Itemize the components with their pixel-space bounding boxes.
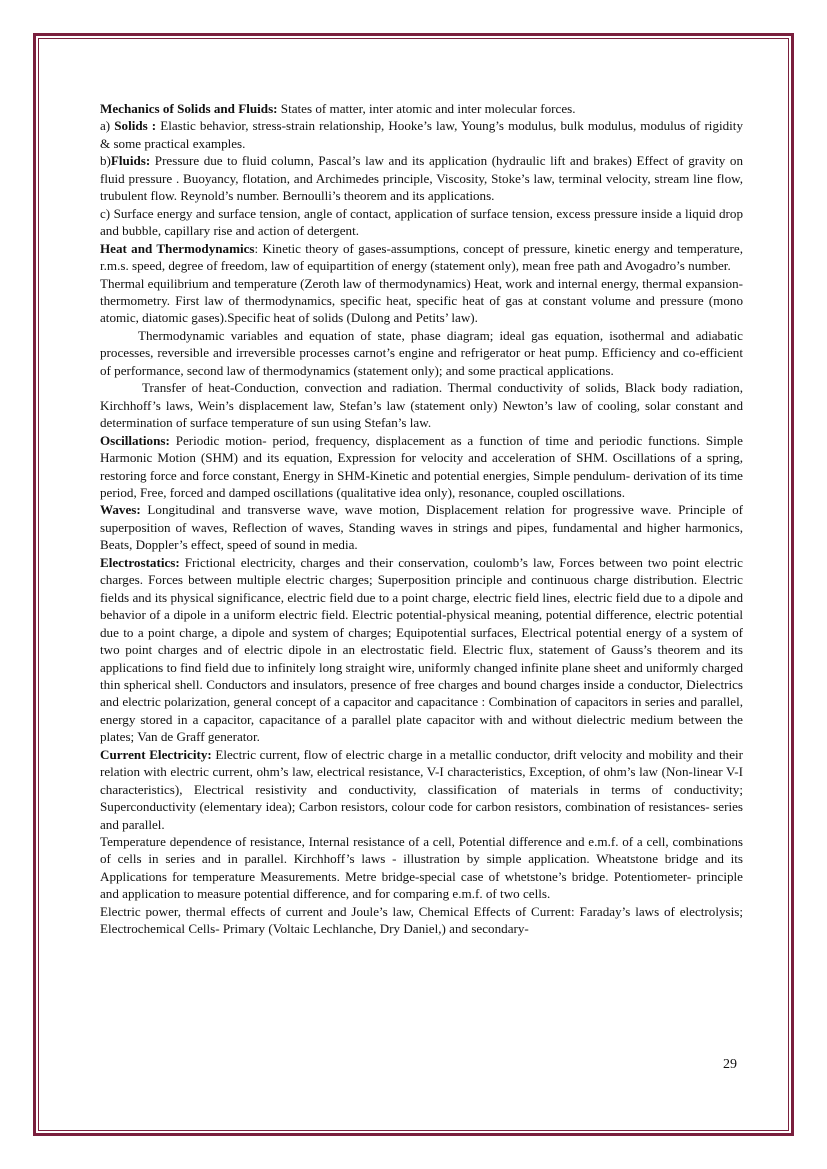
heading-waves: Waves: [100,502,141,518]
heading-oscillations: Oscillations: [100,432,170,448]
paragraph-electrostatics: Electrostatics: Frictional electricity, charges and their conservation, coulomb’s law, Forces between two point electric charges. Forces between multiple electric charges; Superposition principle and continuous charge distribution. Electric fields and its physical significance, electric field due to a point charge, electric field lines, electric field due to a dipole and behavior of a dipole in a uniform electric field. Electric potential-physical meaning, potential difference, electric potential due to a point charge, a dipole and system of charges; Equipotential surfaces, Electrical potential energy of a system of two point charges and of electric dipole in an electrostatic field. Electric flux, statement of Gauss’s theorem and its applications to find field due to infinitely long straight wire, uniformly changed infinite plane sheet and uniformly charged thin spherical shell. Conductors and insulators, presence of free charges and bound charges inside a conductor, Dielectrics and electric polarization, general concept of a capacitor and capacitance : Combination of capacitors in series and parallel, energy stored in a capacitor, capacitance of a parallel plate capacitor with and without dielectric medium between the plates; Van de Graff generator. [100,554,743,745]
heading-solids: Solids : [114,118,157,134]
paragraph-thermodynamic-variables: Thermodynamic variables and equation of state, phase diagram; ideal gas equation, isothermal and adiabatic processes, reversible and irreversible processes carnot’s engine and refrigerator or heat pump. Efficiency and co-efficient of performance, second law of thermodynamics (statement only); and some practical applications. [100,327,743,378]
paragraph-surface-tension: c) Surface energy and surface tension, angle of contact, application of surface tension, excess pressure inside a liquid drop and bubble, capillary rise and action of detergent. [100,205,743,239]
paragraph-oscillations: Oscillations: Periodic motion- period, frequency, displacement as a function of time and periodic functions. Simple Harmonic Motion (SHM) and its equation, Expression for velocity and acceleration of SHM. Oscillations of a spring, restoring force and force constant, Energy in SHM-Kinetic and potential energies, Simple pendulum- derivation of its time period, Free, forced and damped oscillations (qualitative idea only), resonance, coupled oscillations. [100,432,743,500]
paragraph-current-electricity: Current Electricity: Electric current, flow of electric charge in a metallic conductor, drift velocity and mobility and their relation with electric current, ohm’s law, electrical resistance, V-I characteristics, Exception, of ohm’s law (Non-linear V-I characteristics), Electrical resistivity and conductivity, classification of materials in terms of conductivity; Superconductivity (elementary idea); Carbon resistors, colour code for carbon resistors, combination of resistances- series and parallel. [100,746,744,832]
paragraph-electric-power: Electric power, thermal effects of current and Joule’s law, Chemical Effects of Current: Faraday’s laws of electrolysis; Electrochemical Cells- Primary (Voltaic Lechlanche, Dry Daniel,) and secondary- [100,903,743,937]
paragraph-heat: Heat and Thermodynamics: Kinetic theory of gases-assumptions, concept of pressure, kinetic energy and temperature, r.m.s. speed, degree of freedom, law of equipartition of energy (statement only), mean free path and Avogadro’s number. [100,240,744,274]
syllabus-text [100,100,743,938]
paragraph-thermal-equilibrium: Thermal equilibrium and temperature (Zeroth law of thermodynamics) Heat, work and internal energy, thermal expansion-thermometry. First law of thermodynamics, specific heat, specific heat of gas at constant volume and pressure (mono atomic, diatomic gases).Specific heat of solids (Dulong and Petits’ law). [100,275,743,326]
paragraph-heat-transfer: Transfer of heat-Conduction, convection and radiation. Thermal conductivity of solids, Black body radiation, Kirchhoff’s laws, Wein’s displacement law, Stefan’s law (statement only) Newton’s law of cooling, solar constant and determination of surface temperature of sun using Stefan’s law. [100,380,743,431]
paragraph-resistance-temperature: Temperature dependence of resistance, Internal resistance of a cell, Potential difference and e.m.f. of a cell, combinations of cells in series and in parallel. Kirchhoff’s laws - illustration by simple application. Wheatstone bridge and its Applications for temperature Measurements. Metre bridge-special case of whetstone’s bridge. Potentiometer- principle and application to measure potential difference, and for comparing e.m.f. of two cells. [100,834,743,902]
heading-fluids: Fluids: [110,153,151,169]
paragraph-mechanics: Mechanics of Solids and Fluids: States of matter, inter atomic and inter molecular forces. [100,101,576,116]
heading-current-electricity: Current Electricity: [100,746,212,762]
heading-mechanics: Mechanics of Solids and Fluids: [100,101,278,116]
paragraph-solids: a) Solids : Elastic behavior, stress-strain relationship, Hooke’s law, Young’s modulus, bulk modulus, modulus of rigidity & some practical examples. [100,118,743,151]
paragraph-fluids: b)Fluids: Pressure due to fluid column, Pascal’s law and its application (hydraulic lift and brakes) Effect of gravity on fluid pressure . Buoyancy, flotation, and Archimedes principle, Viscosity, Stoke’s law, terminal velocity, stream line flow, trubulent flow. Reynold’s number. Bernoulli’s theorem and its applications. [100,153,743,204]
page-number: 29 [723,1057,737,1072]
heading-electrostatics: Electrostatics: [100,554,180,570]
heading-heat: Heat and Thermodynamics [100,240,255,256]
paragraph-waves: Waves: Longitudinal and transverse wave, wave motion, Displacement relation for progressive wave. Principle of superposition of waves, Reflection of waves, Standing waves in strings and pipes, fundamental and higher harmonics, Beats, Doppler’s effect, speed of sound in media. [100,502,743,553]
